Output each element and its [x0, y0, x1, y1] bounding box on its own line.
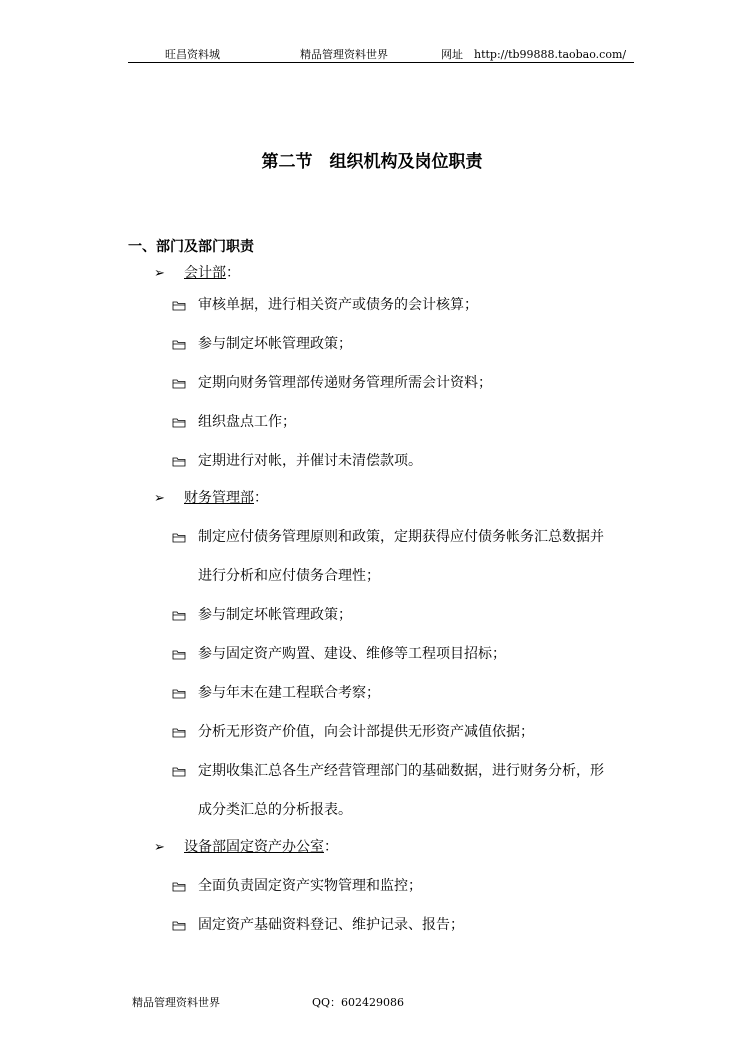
folder-icon	[172, 414, 198, 430]
list-item: 参与年末在建工程联合考察；	[172, 682, 380, 702]
department-fixed-assets: ➢ 设备部固定资产办公室：	[154, 839, 338, 855]
list-item-continuation: 进行分析和应付债务合理性；	[198, 568, 380, 584]
folder-icon	[172, 724, 198, 740]
list-item: 组织盘点工作；	[172, 411, 296, 431]
folder-icon	[172, 763, 198, 779]
folder-icon	[172, 646, 198, 662]
list-item: 定期进行对帐，并催讨未清偿款项。	[172, 450, 422, 470]
header-left: 旺昌资料城	[165, 48, 220, 61]
folder-icon	[172, 607, 198, 623]
folder-icon	[172, 685, 198, 701]
department-name: 设备部固定资产办公室	[184, 839, 324, 855]
list-item: 制定应付债务管理原则和政策，定期获得应付债务帐务汇总数据并	[172, 526, 604, 546]
list-item: 固定资产基础资料登记、维护记录、报告；	[172, 914, 464, 934]
list-item-continuation: 成分类汇总的分析报表。	[198, 802, 352, 818]
page-title: 第二节 组织机构及岗位职责	[261, 152, 483, 172]
list-item: 定期收集汇总各生产经营管理部门的基础数据，进行财务分析，形	[172, 760, 604, 780]
department-finance: ➢ 财务管理部：	[154, 490, 268, 506]
folder-icon	[172, 529, 198, 545]
arrowhead-icon: ➢	[154, 840, 165, 855]
section-heading: 一、部门及部门职责	[128, 239, 254, 255]
folder-icon	[172, 917, 198, 933]
arrowhead-icon: ➢	[154, 491, 165, 506]
folder-icon	[172, 878, 198, 894]
folder-icon	[172, 453, 198, 469]
list-item: 定期向财务管理部传递财务管理所需会计资料；	[172, 372, 492, 392]
folder-icon	[172, 297, 198, 313]
header-url: 网址 http://tb99888.taobao.com/	[441, 48, 627, 61]
page-header	[128, 44, 634, 63]
list-item: 分析无形资产价值，向会计部提供无形资产减值依据；	[172, 721, 534, 741]
footer-qq: QQ：602429086	[312, 996, 405, 1009]
list-item: 参与制定坏帐管理政策；	[172, 333, 352, 353]
arrowhead-icon: ➢	[154, 266, 165, 281]
list-item: 参与固定资产购置、建设、维修等工程项目招标；	[172, 643, 506, 663]
folder-icon	[172, 375, 198, 391]
department-name: 会计部	[184, 265, 226, 281]
folder-icon	[172, 336, 198, 352]
department-accounting: ➢ 会计部：	[154, 265, 240, 281]
department-name: 财务管理部	[184, 490, 254, 506]
footer-left: 精品管理资料世界	[132, 996, 220, 1009]
list-item: 全面负责固定资产实物管理和监控；	[172, 875, 422, 895]
header-middle: 精品管理资料世界	[300, 48, 388, 61]
list-item: 审核单据，进行相关资产或债务的会计核算；	[172, 294, 478, 314]
list-item: 参与制定坏帐管理政策；	[172, 604, 352, 624]
